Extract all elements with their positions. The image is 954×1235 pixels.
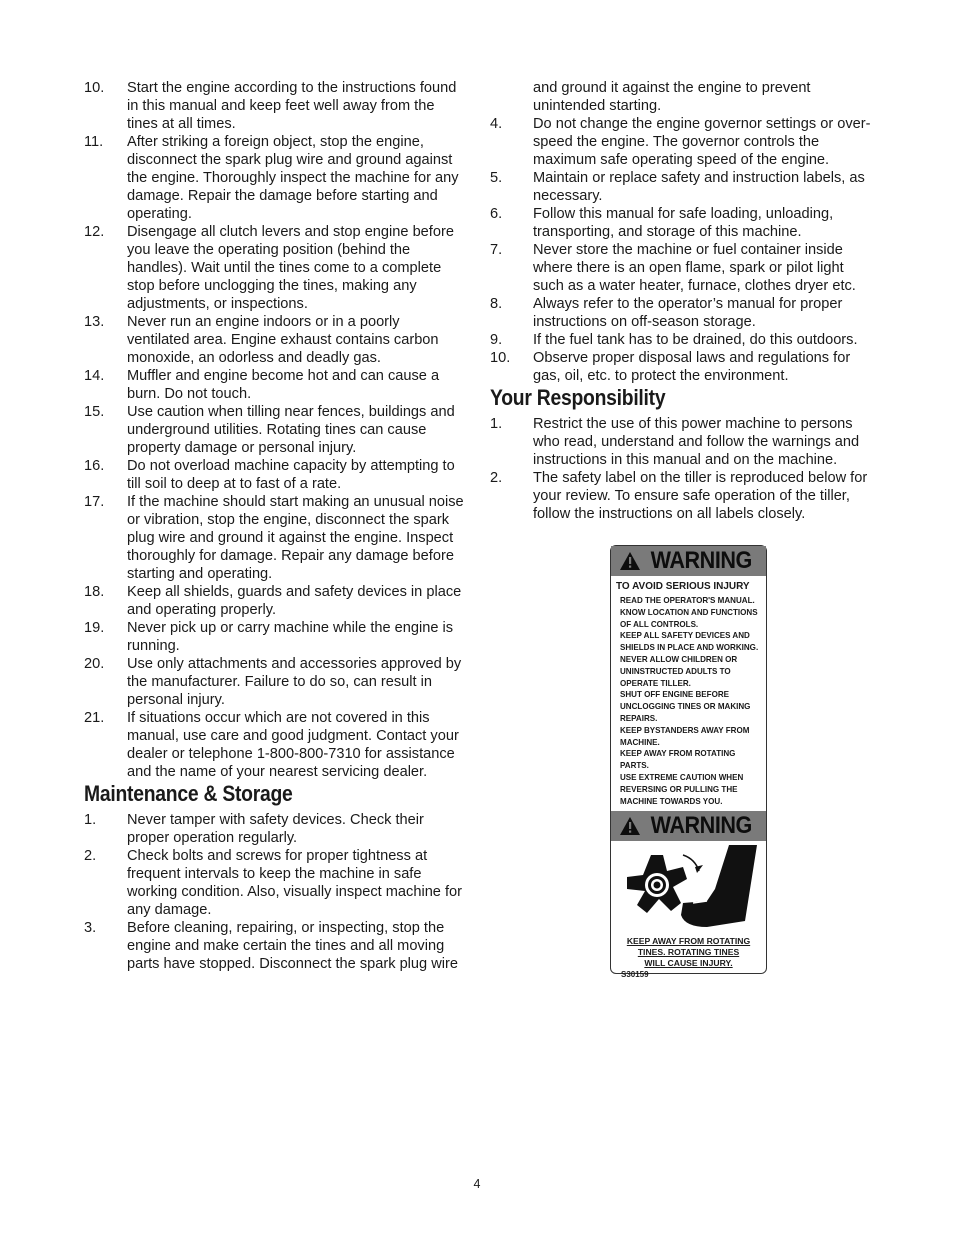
label-line: KEEP BYSTANDERS AWAY FROM xyxy=(620,724,750,735)
label-bottom-line: KEEP AWAY FROM ROTATING xyxy=(626,936,751,947)
safety-item xyxy=(84,493,464,583)
label-bottom-line: TINES. ROTATING TINES xyxy=(637,947,740,958)
responsibility-list xyxy=(490,415,875,523)
label-lines xyxy=(616,595,762,807)
label-line: PARTS. xyxy=(620,760,649,771)
item-text: If the fuel tank has to be drained, do this outdoors. xyxy=(533,332,858,348)
item-number: 15. xyxy=(84,404,105,420)
label-line: NEVER ALLOW CHILDREN OR xyxy=(620,653,738,664)
maintenance-item xyxy=(84,811,464,847)
label-line: KEEP ALL SAFETY DEVICES AND xyxy=(620,630,750,641)
label-line: KEEP AWAY FROM ROTATING xyxy=(620,748,736,759)
item-number: 4. xyxy=(490,116,503,132)
warning-word-2: WARNING xyxy=(650,812,753,840)
maintenance-item xyxy=(84,847,464,919)
item-number: 20. xyxy=(84,656,105,672)
item-text: Before cleaning, repairing, or inspecting, stop the engine and make certain the tines and all moving parts have stopped. Disconnect the spark plug wire xyxy=(127,920,458,972)
item-number: 16. xyxy=(84,458,105,474)
item-number: 9. xyxy=(490,332,503,348)
label-line: OPERATE TILLER. xyxy=(620,677,691,688)
item-text: Check bolts and screws for proper tightness at frequent intervals to keep the machine in safe working condition. Also, visually inspect machine for any damage. xyxy=(127,848,463,918)
item-text: Do not overload machine capacity by attempting to till soil to deep at to fast of a rate. xyxy=(127,458,455,492)
maintenance-item-3-continuation: and ground it against the engine to prevent unintended starting. xyxy=(533,80,811,114)
responsibility-item xyxy=(490,415,875,469)
right-column xyxy=(490,79,875,523)
label-line: OF ALL CONTROLS. xyxy=(620,618,699,629)
maintenance-heading: Maintenance & Storage xyxy=(84,781,293,806)
maintenance-item xyxy=(490,295,875,331)
label-line: MACHINE TOWARDS YOU. xyxy=(620,795,723,806)
item-text: Keep all shields, guards and safety devices in place and operating properly. xyxy=(127,584,462,618)
maintenance-item xyxy=(490,349,875,385)
safety-item xyxy=(84,583,464,619)
item-text: Never run an engine indoors or in a poorly ventilated area. Engine exhaust contains carbon monoxide, an odorless and deadly gas. xyxy=(127,314,439,366)
item-text: Use caution when tilling near fences, buildings and underground utilities. Rotating tines can cause property damage or personal injury. xyxy=(127,404,455,456)
item-text: Maintain or replace safety and instruction labels, as necessary. xyxy=(533,170,865,204)
rotating-tines-pictogram xyxy=(611,841,766,934)
item-text: Muffler and engine become hot and can cause a burn. Do not touch. xyxy=(127,368,440,402)
tine-hazard-icon xyxy=(611,841,765,934)
safety-item xyxy=(84,619,464,655)
warning-triangle-icon xyxy=(619,551,641,571)
safety-item xyxy=(84,79,464,133)
item-text: If the machine should start making an unusual noise or vibration, stop the engine, disconnect the spark plug wire and ground it against the engine. Inspect thoroughly for damage. Repair any damage before starting and operating. xyxy=(127,494,464,582)
item-text: Follow this manual for safe loading, unloading, transporting, and storage of this machine. xyxy=(533,206,834,240)
label-line: MACHINE. xyxy=(620,736,660,747)
item-number: 12. xyxy=(84,224,105,240)
item-number: 1. xyxy=(490,416,503,432)
item-number: 18. xyxy=(84,584,105,600)
item-text: Never store the machine or fuel container inside where there is an open flame, spark or pilot light such as a water heater, furnace, clothes dryer etc. xyxy=(533,242,856,294)
item-text: After striking a foreign object, stop the engine, disconnect the spark plug wire and ground against the engine. Thoroughly inspect the machine for any damage. Repair the damage before starting and operating. xyxy=(127,134,459,222)
safety-item xyxy=(84,367,464,403)
item-text: Never tamper with safety devices. Check their proper operation regularly. xyxy=(127,812,424,846)
item-number: 2. xyxy=(84,848,97,864)
label-line: REPAIRS. xyxy=(620,712,658,723)
responsibility-item xyxy=(490,469,875,523)
warning-banner xyxy=(611,546,766,576)
label-line: USE EXTREME CAUTION WHEN xyxy=(620,771,744,782)
item-number: 11. xyxy=(84,134,104,150)
label-instructions xyxy=(611,576,766,807)
label-line: UNCLOGGING TINES OR MAKING xyxy=(620,701,751,712)
item-number: 6. xyxy=(490,206,503,222)
page-number: 4 xyxy=(473,1177,481,1191)
item-number: 5. xyxy=(490,170,503,186)
item-number: 21. xyxy=(84,710,105,726)
safety-item xyxy=(84,457,464,493)
warning-triangle-icon xyxy=(619,816,641,836)
warning-word: WARNING xyxy=(650,547,753,574)
item-text: Use only attachments and accessories approved by the manufacturer. Failure to do so, can result in personal injury. xyxy=(127,656,462,708)
maintenance-item xyxy=(490,115,875,169)
safety-item xyxy=(84,403,464,457)
item-number: 10. xyxy=(490,350,511,366)
item-text: If situations occur which are not covered in this manual, use care and good judgment. Contact your dealer or telephone 1-800-800-7310 for assistance and the name of your nearest servicing dealer. xyxy=(127,710,459,780)
label-bottom-line: WILL CAUSE INJURY. xyxy=(644,958,733,969)
label-line: REVERSING OR PULLING THE xyxy=(620,783,738,794)
label-line: SHIELDS IN PLACE AND WORKING. xyxy=(620,642,759,653)
label-line: SHUT OFF ENGINE BEFORE xyxy=(620,689,730,700)
left-column xyxy=(84,79,464,973)
safety-item xyxy=(84,133,464,223)
item-number: 19. xyxy=(84,620,105,636)
item-text: Never pick up or carry machine while the engine is running. xyxy=(127,620,454,654)
maintenance-list xyxy=(84,811,464,973)
item-text: The safety label on the tiller is reproduced below for your review. To ensure safe operation of the tiller, follow the instructions on all labels closely. xyxy=(533,470,868,522)
item-text: Do not change the engine governor settings or over-speed the engine. The governor controls the maximum safe operating speed of the engine. xyxy=(533,116,871,168)
item-number: 13. xyxy=(84,314,105,330)
item-number: 2. xyxy=(490,470,503,486)
item-number: 17. xyxy=(84,494,105,510)
item-text: Always refer to the operator’s manual for proper instructions on off-season storage. xyxy=(533,296,843,330)
maintenance-item xyxy=(490,331,875,349)
safety-item xyxy=(84,313,464,367)
item-text: Restrict the use of this power machine to persons who read, understand and follow the warnings and instructions in this manual and on the machine. xyxy=(533,416,860,468)
safety-item xyxy=(84,223,464,313)
label-line: UNINSTRUCTED ADULTS TO xyxy=(620,665,731,676)
maintenance-list-continued xyxy=(490,115,875,385)
maintenance-item xyxy=(490,241,875,295)
item-text: Start the engine according to the instructions found in this manual and keep feet well away from the tines at all times. xyxy=(127,80,457,132)
item-number: 3. xyxy=(84,920,97,936)
maintenance-item xyxy=(490,205,875,241)
responsibility-heading: Your Responsibility xyxy=(490,385,666,410)
safety-list-continued xyxy=(84,79,464,781)
item-number: 1. xyxy=(84,812,97,828)
label-subtitle: TO AVOID SERIOUS INJURY xyxy=(616,580,750,592)
item-text: Disengage all clutch levers and stop engine before you leave the operating position (behind the handles). Wait until the tines come to a complete stop before unclogging the tines, making any adjustments, or inspections. xyxy=(127,224,454,312)
item-number: 7. xyxy=(490,242,503,258)
item-number: 8. xyxy=(490,296,503,312)
safety-label xyxy=(610,545,767,980)
safety-item xyxy=(84,709,464,781)
safety-item xyxy=(84,655,464,709)
item-number: 10. xyxy=(84,80,105,96)
item-number: 14. xyxy=(84,368,105,384)
label-line: KNOW LOCATION AND FUNCTIONS xyxy=(620,606,758,617)
label-line: READ THE OPERATOR'S MANUAL. xyxy=(620,595,755,605)
label-code: S30159 xyxy=(621,970,649,980)
warning-banner-2 xyxy=(611,811,766,841)
label-bottom-text xyxy=(611,934,766,969)
maintenance-item xyxy=(84,919,464,973)
maintenance-item xyxy=(490,169,875,205)
item-text: Observe proper disposal laws and regulations for gas, oil, etc. to protect the environment. xyxy=(533,350,851,384)
